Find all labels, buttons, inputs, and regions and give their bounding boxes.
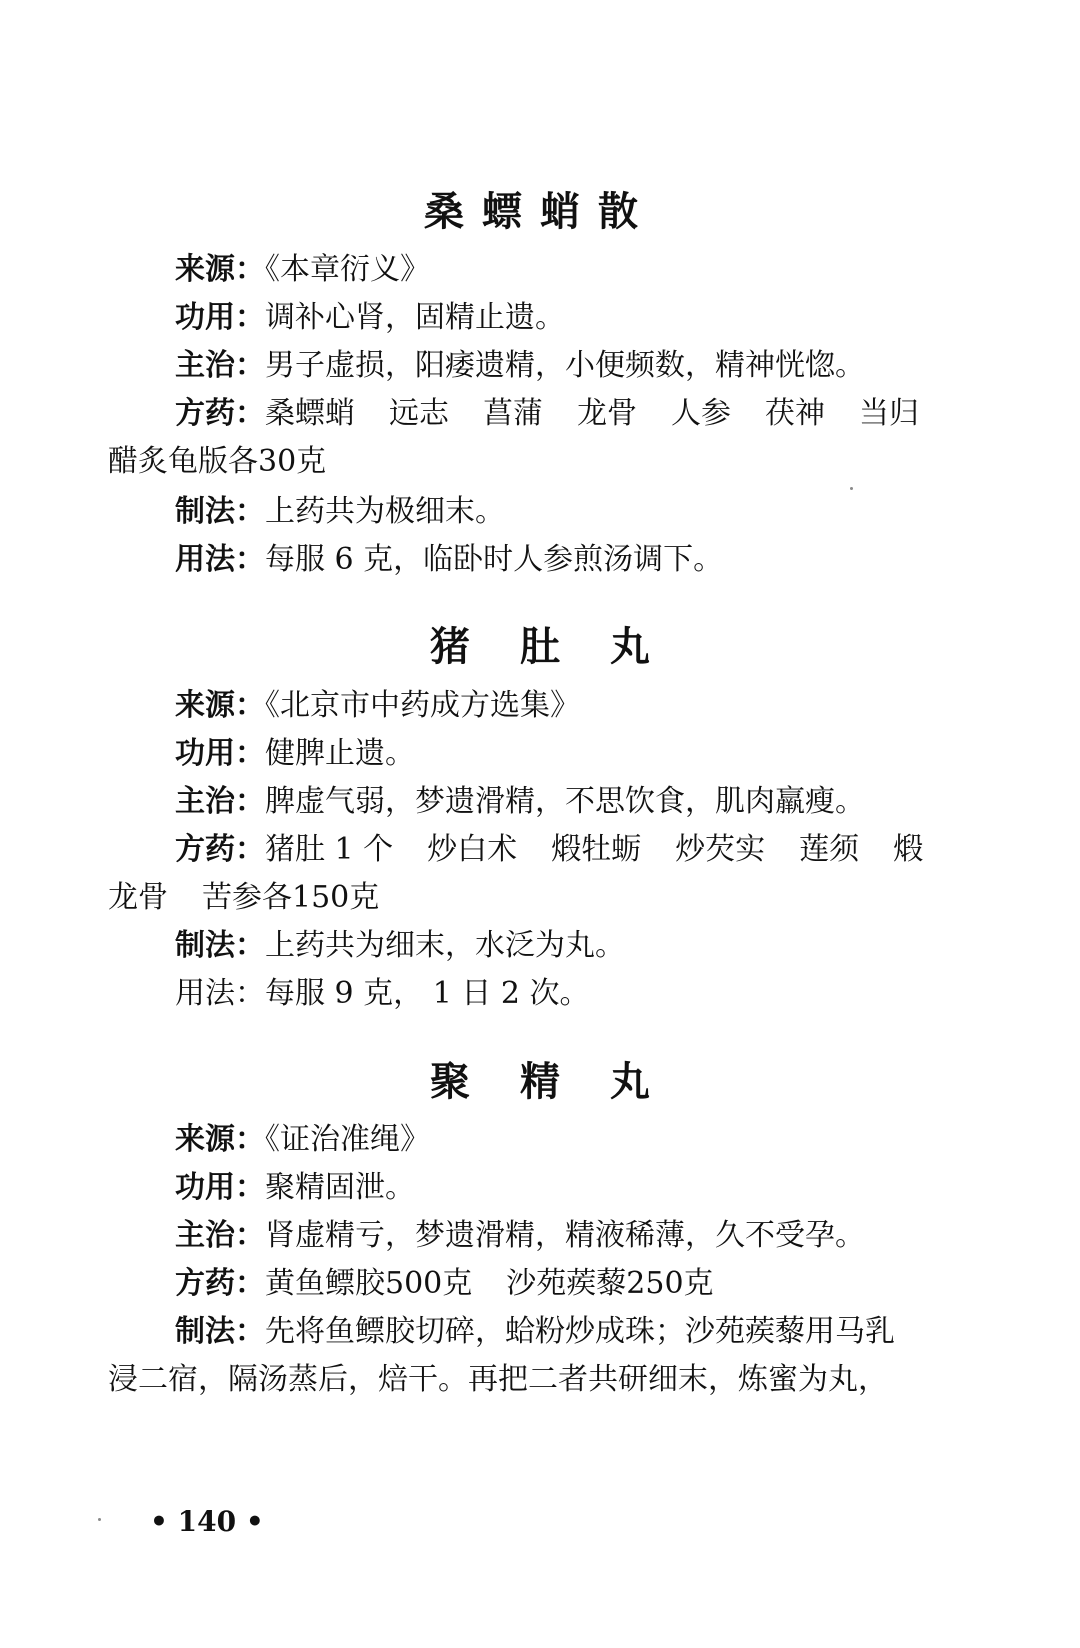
herb-item: 当归	[859, 396, 919, 431]
formula-title: 聚精丸	[430, 1058, 700, 1105]
source-label: 来源：	[175, 252, 265, 287]
preparation-text: 上药共为细末，水泛为丸。	[265, 928, 625, 963]
scan-speck	[850, 487, 853, 490]
function-label: 功用：	[175, 1170, 265, 1205]
herb-item: 黄鱼鳔胶500克	[265, 1266, 473, 1301]
preparation-text: 先将鱼鳔胶切碎，蛤粉炒成珠；沙苑蒺藜用马乳	[265, 1314, 895, 1349]
preparation-line	[175, 926, 625, 966]
indication-text: 肾虚精亏，梦遗滑精，精液稀薄，久不受孕。	[265, 1218, 865, 1253]
herb-item: 沙苑蒺藜250克	[506, 1266, 714, 1301]
preparation-label: 制法：	[175, 1314, 265, 1349]
formula-line	[175, 394, 919, 434]
source-text: 《证治准绳》	[265, 1122, 430, 1157]
formula-label: 方药：	[175, 1266, 265, 1301]
preparation-line	[175, 492, 505, 532]
herb-item: 龙骨	[108, 880, 168, 915]
function-text: 健脾止遗。	[265, 736, 415, 771]
function-line	[175, 1168, 415, 1208]
scan-speck	[98, 1518, 101, 1521]
function-line	[175, 734, 415, 774]
function-label: 功用：	[175, 300, 265, 335]
formula-title: 桑螵蛸散	[424, 188, 656, 235]
function-label: 功用：	[175, 736, 265, 771]
preparation-line	[175, 1312, 895, 1352]
indication-text: 男子虚损，阳痿遗精，小便频数，精神恍惚。	[265, 348, 865, 383]
preparation-line-continued: 浸二宿，隔汤蒸后，焙干。再把二者共研细末，炼蜜为丸，	[108, 1362, 888, 1397]
source-line	[175, 250, 430, 290]
herb-item: 远志	[389, 396, 449, 431]
source-text: 《本章衍义》	[265, 252, 430, 287]
preparation-label: 制法：	[175, 494, 265, 529]
herb-item: 炒芡实	[675, 832, 766, 867]
formula-line-continued	[108, 878, 379, 918]
herb-item: 龙骨	[577, 396, 637, 431]
source-line	[175, 686, 580, 726]
preparation-label: 制法：	[175, 928, 265, 963]
formula-line-continued: 醋炙龟版各30克	[108, 444, 327, 479]
herb-item: 人参	[671, 396, 731, 431]
herb-item: 煅	[893, 832, 924, 867]
usage-label: 用法：	[175, 976, 265, 1011]
herb-item: 莲须	[799, 832, 860, 867]
indication-label: 主治：	[175, 784, 265, 819]
indication-text: 脾虚气弱，梦遗滑精，不思饮食，肌肉羸瘦。	[265, 784, 865, 819]
formula-line	[175, 1264, 714, 1304]
formula-title: 猪肚丸	[430, 623, 700, 670]
usage-text: 每服 6 克，临卧时人参煎汤调下。	[265, 542, 724, 577]
usage-label: 用法：	[175, 542, 265, 577]
indication-line	[175, 1216, 865, 1256]
herb-item: 苦参各150克	[202, 880, 380, 915]
preparation-text: 上药共为极细末。	[265, 494, 505, 529]
formula-line	[175, 830, 923, 870]
source-label: 来源：	[175, 688, 265, 723]
usage-text: 每服 9 克， 1 日 2 次。	[265, 976, 590, 1011]
source-line	[175, 1120, 430, 1160]
indication-label: 主治：	[175, 348, 265, 383]
herb-item: 猪肚 1 个	[265, 832, 394, 867]
indication-line	[175, 346, 865, 386]
source-text: 《北京市中药成方选集》	[265, 688, 580, 723]
indication-label: 主治：	[175, 1218, 265, 1253]
herb-item: 菖蒲	[483, 396, 543, 431]
herb-item: 茯神	[765, 396, 825, 431]
usage-line	[175, 540, 723, 580]
function-text: 聚精固泄。	[265, 1170, 415, 1205]
formula-label: 方药：	[175, 832, 265, 867]
herb-item: 煅牡蛎	[551, 832, 642, 867]
usage-line	[175, 974, 589, 1014]
function-line	[175, 298, 565, 338]
indication-line	[175, 782, 865, 822]
herb-item: 炒白术	[427, 832, 518, 867]
function-text: 调补心肾，固精止遗。	[265, 300, 565, 335]
source-label: 来源：	[175, 1122, 265, 1157]
page-number: • 140 •	[150, 1505, 264, 1538]
formula-label: 方药：	[175, 396, 265, 431]
herb-item: 桑螵蛸	[265, 396, 355, 431]
